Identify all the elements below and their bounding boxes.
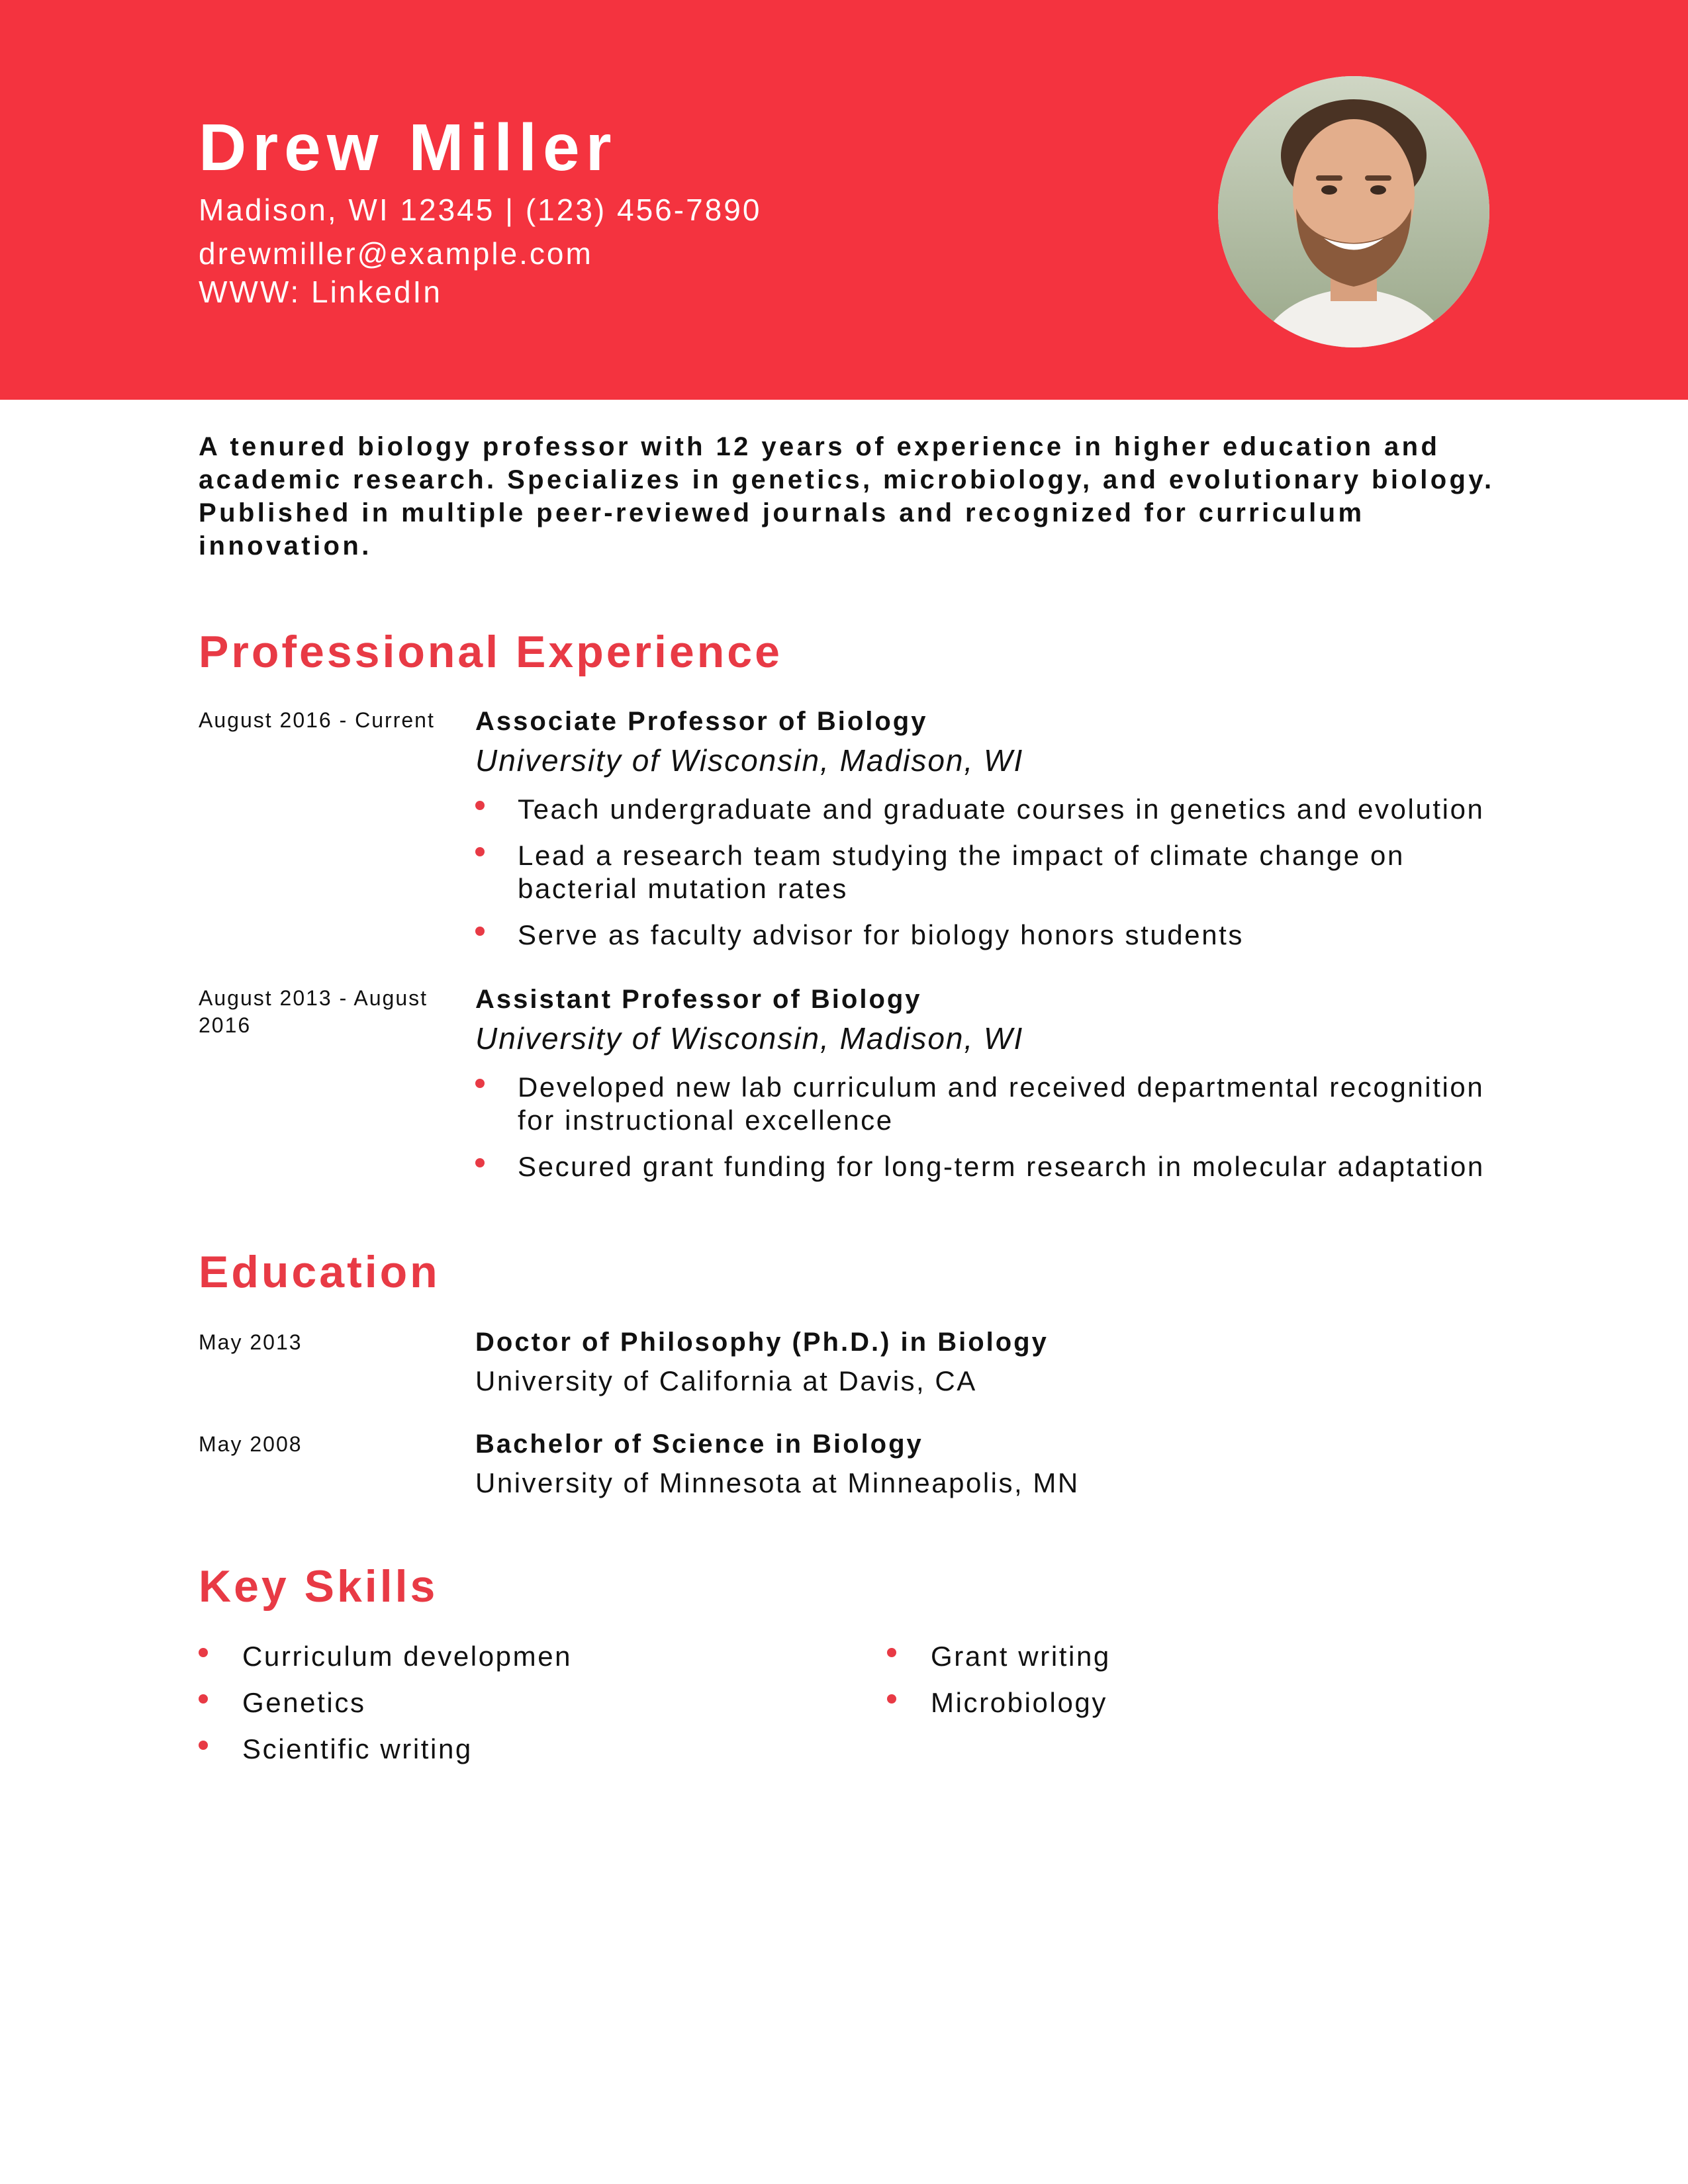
- list-item: Lead a research team studying the impact of climate change on bacterial mutation rates: [475, 839, 1508, 905]
- job-1-organization: University of Wisconsin, Madison, WI: [475, 743, 1024, 778]
- list-item: Grant writing: [887, 1640, 1111, 1673]
- professional-summary: A tenured biology professor with 12 years of experience in higher education and academic research. Specializes in genetics, microbiology, and evolutionary biology. Published in multiple peer-reviewed journals and recognized for curriculum innovation.: [199, 432, 1495, 561]
- profile-photo: [1218, 76, 1489, 347]
- candidate-name: Drew Miller: [199, 111, 618, 185]
- edu-2-date: May 2008: [199, 1432, 303, 1456]
- header-banner: [0, 0, 1688, 400]
- bullet-dot-icon: [887, 1648, 896, 1657]
- edu-1-school: University of California at Davis, CA: [475, 1365, 977, 1396]
- portrait-image: [1218, 76, 1489, 347]
- location-phone: Madison, WI 12345 | (123) 456-7890: [199, 193, 762, 227]
- bullet-dot-icon: [475, 847, 485, 856]
- list-item: Scientific writing: [199, 1733, 572, 1766]
- skills-heading: Key Skills: [199, 1561, 438, 1612]
- job-1-bullets: [475, 793, 1508, 965]
- bullet-dot-icon: [199, 1648, 208, 1657]
- job-1-role: Associate Professor of Biology: [475, 707, 928, 736]
- list-item: Genetics: [199, 1686, 572, 1719]
- experience-heading: Professional Experience: [199, 627, 782, 677]
- edu-2-degree: Bachelor of Science in Biology: [475, 1430, 923, 1459]
- list-item: Curriculum developmen: [199, 1640, 572, 1673]
- list-item: Microbiology: [887, 1686, 1111, 1719]
- job-2-bullets: [475, 1071, 1508, 1197]
- job-2-organization: University of Wisconsin, Madison, WI: [475, 1021, 1024, 1056]
- education-heading: Education: [199, 1247, 440, 1297]
- edu-1-degree: Doctor of Philosophy (Ph.D.) in Biology: [475, 1328, 1049, 1357]
- list-item: Secured grant funding for long-term research in molecular adaptation: [475, 1150, 1508, 1183]
- edu-1-date: May 2013: [199, 1330, 303, 1354]
- list-item: Teach undergraduate and graduate courses in genetics and evolution: [475, 793, 1508, 826]
- edu-2-school: University of Minnesota at Minneapolis, MN: [475, 1467, 1080, 1498]
- job-2-dates: August 2013 - August 2016: [199, 986, 428, 1037]
- bullet-dot-icon: [475, 801, 485, 810]
- website-link[interactable]: WWW: LinkedIn: [199, 275, 442, 309]
- bullet-dot-icon: [887, 1694, 896, 1704]
- job-2-role: Assistant Professor of Biology: [475, 985, 922, 1014]
- bullet-dot-icon: [475, 1158, 485, 1167]
- bullet-dot-icon: [199, 1741, 208, 1750]
- bullet-dot-icon: [475, 1079, 485, 1088]
- list-item: Developed new lab curriculum and received departmental recognition for instructional excellence: [475, 1071, 1508, 1137]
- skills-list-right: [887, 1640, 1111, 1733]
- job-1-dates: August 2016 - Current: [199, 708, 435, 732]
- list-item: Serve as faculty advisor for biology honors students: [475, 919, 1508, 952]
- skills-list-left: [199, 1640, 572, 1779]
- bullet-dot-icon: [199, 1694, 208, 1704]
- bullet-dot-icon: [475, 927, 485, 936]
- email[interactable]: drewmiller@example.com: [199, 236, 593, 271]
